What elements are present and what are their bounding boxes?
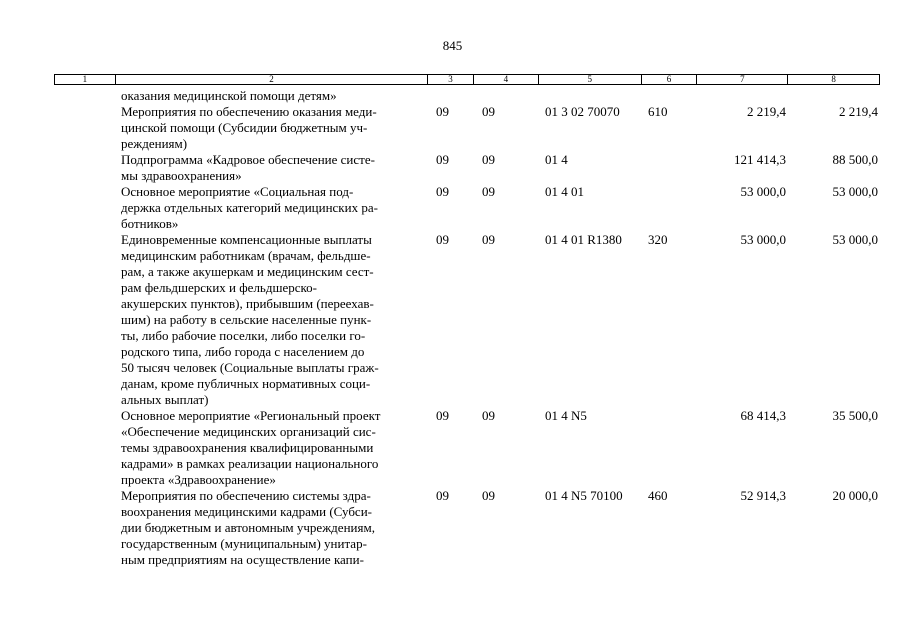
header-col-1: 1 [55, 75, 116, 84]
description-line: Основное мероприятие «Региональный проект [121, 408, 381, 423]
description-line: темы здравоохранения квалифицированными [121, 440, 374, 455]
row-description [121, 408, 426, 488]
cell-subsection: 09 [482, 232, 495, 247]
cell-subsection: 09 [482, 408, 495, 423]
description-line: 50 тысяч человек (Социальные выплаты граж- [121, 360, 379, 375]
description-line: ботников» [121, 216, 179, 231]
description-line: Единовременные компенсационные выплаты [121, 232, 372, 247]
cell-target-code: 01 4 [545, 152, 568, 167]
description-line: ным предприятиям на осуществление капи- [121, 552, 364, 567]
cell-amount-1: 52 914,3 [740, 488, 786, 503]
table-row [0, 104, 905, 152]
cell-amount-2: 53 000,0 [832, 184, 878, 199]
cell-section: 09 [436, 232, 449, 247]
cell-section: 09 [436, 152, 449, 167]
header-col-4: 4 [474, 75, 539, 84]
cell-expense-type: 610 [648, 104, 668, 119]
cell-section: 09 [436, 184, 449, 199]
table-header [54, 74, 880, 85]
header-col-5: 5 [539, 75, 642, 84]
description-line: дии бюджетным и автономным учреждениям, [121, 520, 375, 535]
description-line: акушерских пунктов), прибывшим (переехав- [121, 296, 374, 311]
table-row [0, 408, 905, 488]
description-line: кадрами» в рамках реализации национального [121, 456, 379, 471]
cell-amount-2: 53 000,0 [832, 232, 878, 247]
description-line: Подпрограмма «Кадровое обеспечение систе- [121, 152, 375, 167]
header-col-8: 8 [831, 74, 836, 84]
cell-target-code: 01 4 01 [545, 184, 584, 199]
description-line: альных выплат) [121, 392, 209, 407]
cell-amount-1: 53 000,0 [740, 232, 786, 247]
cell-amount-1: 53 000,0 [740, 184, 786, 199]
cell-subsection: 09 [482, 152, 495, 167]
row-description [121, 184, 426, 232]
description-line: родского типа, либо города с населением до [121, 344, 365, 359]
cell-subsection: 09 [482, 104, 495, 119]
description-line: воохранения медицинскими кадрами (Субси- [121, 504, 372, 519]
cell-section: 09 [436, 104, 449, 119]
cell-subsection: 09 [482, 488, 495, 503]
cell-target-code: 01 4 N5 [545, 408, 587, 423]
page-number: 845 [442, 38, 463, 53]
table-row [0, 184, 905, 232]
description-line: реждениям) [121, 136, 188, 151]
description-line: медицинским работникам (врачам, фельдше- [121, 248, 371, 263]
row-description [121, 488, 426, 568]
cell-subsection: 09 [482, 184, 495, 199]
description-line: Мероприятия по обеспечению системы здра- [121, 488, 371, 503]
description-line: государственным (муниципальным) унитар- [121, 536, 367, 551]
cell-amount-2: 88 500,0 [832, 152, 878, 167]
header-col-7: 7 [697, 75, 788, 84]
description-line: мы здравоохранения» [121, 168, 242, 183]
cell-amount-2: 35 500,0 [832, 408, 878, 423]
row-description [121, 232, 426, 408]
row-description [121, 104, 426, 152]
cell-target-code: 01 4 01 R1380 [545, 232, 622, 247]
cell-amount-1: 68 414,3 [740, 408, 786, 423]
header-col-2: 2 [116, 75, 428, 84]
cell-amount-1: 2 219,4 [747, 104, 786, 119]
description-line: Мероприятия по обеспечению оказания меди- [121, 104, 377, 119]
cell-expense-type: 320 [648, 232, 668, 247]
table-row [0, 152, 905, 184]
table-row [0, 232, 905, 408]
table-row [0, 88, 905, 104]
cell-section: 09 [436, 488, 449, 503]
row-description [121, 152, 426, 184]
cell-amount-2: 2 219,4 [839, 104, 878, 119]
table-body [0, 88, 905, 568]
description-line: шим) на работу в сельские населенные пунк- [121, 312, 372, 327]
row-description [121, 88, 426, 104]
description-line: «Обеспечение медицинских организаций сис- [121, 424, 376, 439]
cell-expense-type: 460 [648, 488, 668, 503]
description-line: Основное мероприятие «Социальная под- [121, 184, 354, 199]
description-line: цинской помощи (Субсидии бюджетным уч- [121, 120, 368, 135]
description-line: данам, кроме публичных нормативных соци- [121, 376, 371, 391]
cell-section: 09 [436, 408, 449, 423]
description-line: проекта «Здравоохранение» [121, 472, 276, 487]
table-row [0, 488, 905, 568]
cell-amount-2: 20 000,0 [832, 488, 878, 503]
description-line: рам фельдшерских и фельдшерско- [121, 280, 318, 295]
header-col-6: 6 [642, 75, 698, 84]
cell-target-code: 01 3 02 70070 [545, 104, 620, 119]
header-col-3: 3 [428, 75, 474, 84]
description-line: держка отдельных категорий медицинских ра- [121, 200, 378, 215]
cell-amount-1: 121 414,3 [734, 152, 786, 167]
description-line: оказания медицинской помощи детям» [121, 88, 337, 103]
description-line: ты, либо рабочие поселки, либо поселки го- [121, 328, 366, 343]
cell-target-code: 01 4 N5 70100 [545, 488, 623, 503]
description-line: рам, а также акушеркам и медицинским сест- [121, 264, 374, 279]
